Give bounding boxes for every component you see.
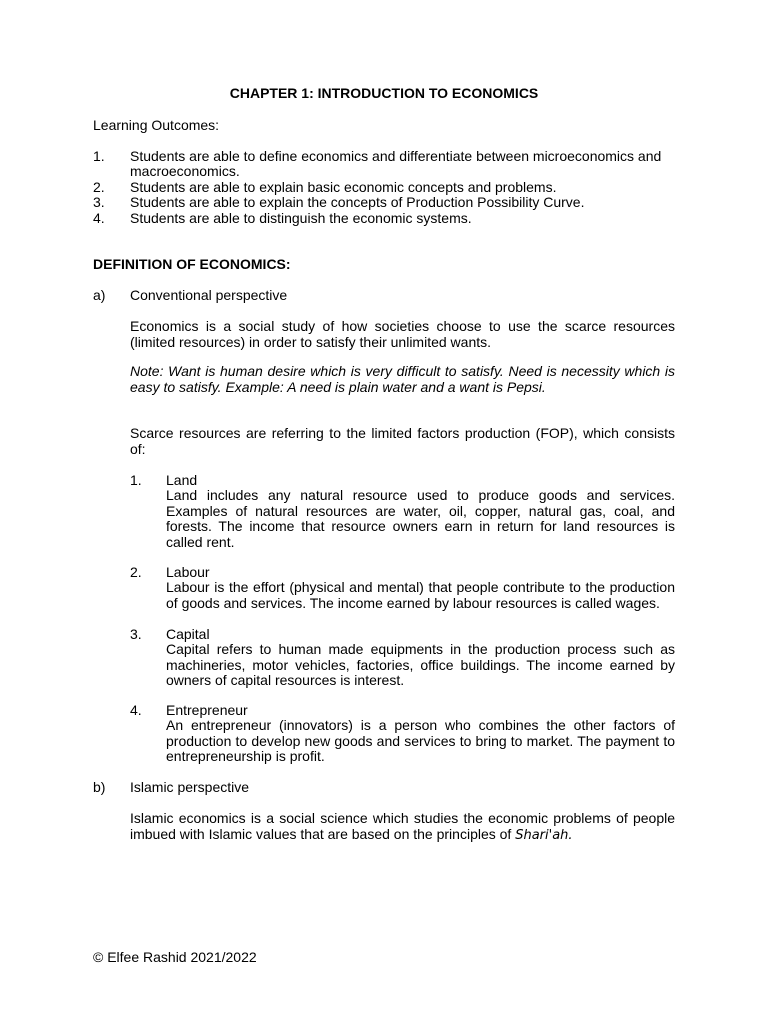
factor-labour-name: Labour	[166, 564, 210, 580]
economics-definition-paragraph: Economics is a social study of how societies choose to use the scarce resources (limited resources) in order to satisfy their unlimited wants.	[130, 318, 675, 350]
factor-land-description: Land includes any natural resource used to produce goods and services. Examples of natural resources are water, oil, copper, natural gas, coal, and forests. The income that resource owners earn in return for land resources is called rent.	[166, 487, 675, 550]
shariah-term: Shari'ah.	[515, 827, 573, 843]
factor-entrepreneur-number: 4.	[130, 702, 142, 718]
factor-capital-number: 3.	[130, 626, 142, 642]
factor-entrepreneur-name: Entrepreneur	[166, 702, 248, 718]
outcome-2-number: 2.	[93, 179, 105, 195]
outcome-1-number: 1.	[93, 148, 105, 164]
factor-entrepreneur-description: An entrepreneur (innovators) is a person who combines the other factors of production to develop new goods and services to bring to market. The payment to entrepreneurship is profit.	[166, 717, 675, 764]
learning-outcomes-heading: Learning Outcomes:	[93, 117, 220, 133]
section-b-label: Islamic perspective	[130, 779, 250, 795]
outcome-4-number: 4.	[93, 210, 105, 226]
islamic-economics-paragraph	[130, 811, 675, 843]
factor-land-name: Land	[166, 472, 198, 488]
outcome-3-text: Students are able to explain the concepts of Production Possibility Curve.	[130, 194, 585, 210]
section-a-label: Conventional perspective	[130, 287, 288, 303]
want-need-note: Note: Want is human desire which is very difficult to satisfy. Need is necessity which is easy to satisfy. Example: A need is plain water and a want is Pepsi.	[130, 363, 675, 395]
outcome-2-text: Students are able to explain basic economic concepts and problems.	[130, 179, 557, 195]
factor-labour-description: Labour is the effort (physical and mental) that people contribute to the production of goods and services. The income earned by labour resources is called wages.	[166, 579, 675, 611]
factor-capital-name: Capital	[166, 626, 210, 642]
scarce-resources-paragraph: Scarce resources are referring to the limited factors production (FOP), which consists of:	[130, 425, 675, 457]
section-b-marker: b)	[93, 779, 106, 795]
outcome-1-line2: macroeconomics.	[130, 163, 240, 179]
copyright-footer: © Elfee Rashid 2021/2022	[93, 949, 257, 965]
factor-capital-description: Capital refers to human made equipments in the production process such as machineries, motor vehicles, factories, office buildings. The income earned by owners of capital resources is interest.	[166, 641, 675, 688]
section-a-marker: a)	[93, 287, 106, 303]
outcome-4-text: Students are able to distinguish the economic systems.	[130, 210, 472, 226]
outcome-1-line1: Students are able to define economics and differentiate between microeconomics and	[130, 148, 662, 164]
factor-land-number: 1.	[130, 472, 142, 488]
chapter-title: CHAPTER 1: INTRODUCTION TO ECONOMICS	[229, 85, 539, 101]
islamic-economics-text: Islamic economics is a social science which studies the economic problems of people imbued with Islamic values that are based on the principles of	[130, 810, 675, 842]
outcome-3-number: 3.	[93, 194, 105, 210]
definition-heading: DEFINITION OF ECONOMICS:	[93, 256, 291, 272]
factor-labour-number: 2.	[130, 564, 142, 580]
